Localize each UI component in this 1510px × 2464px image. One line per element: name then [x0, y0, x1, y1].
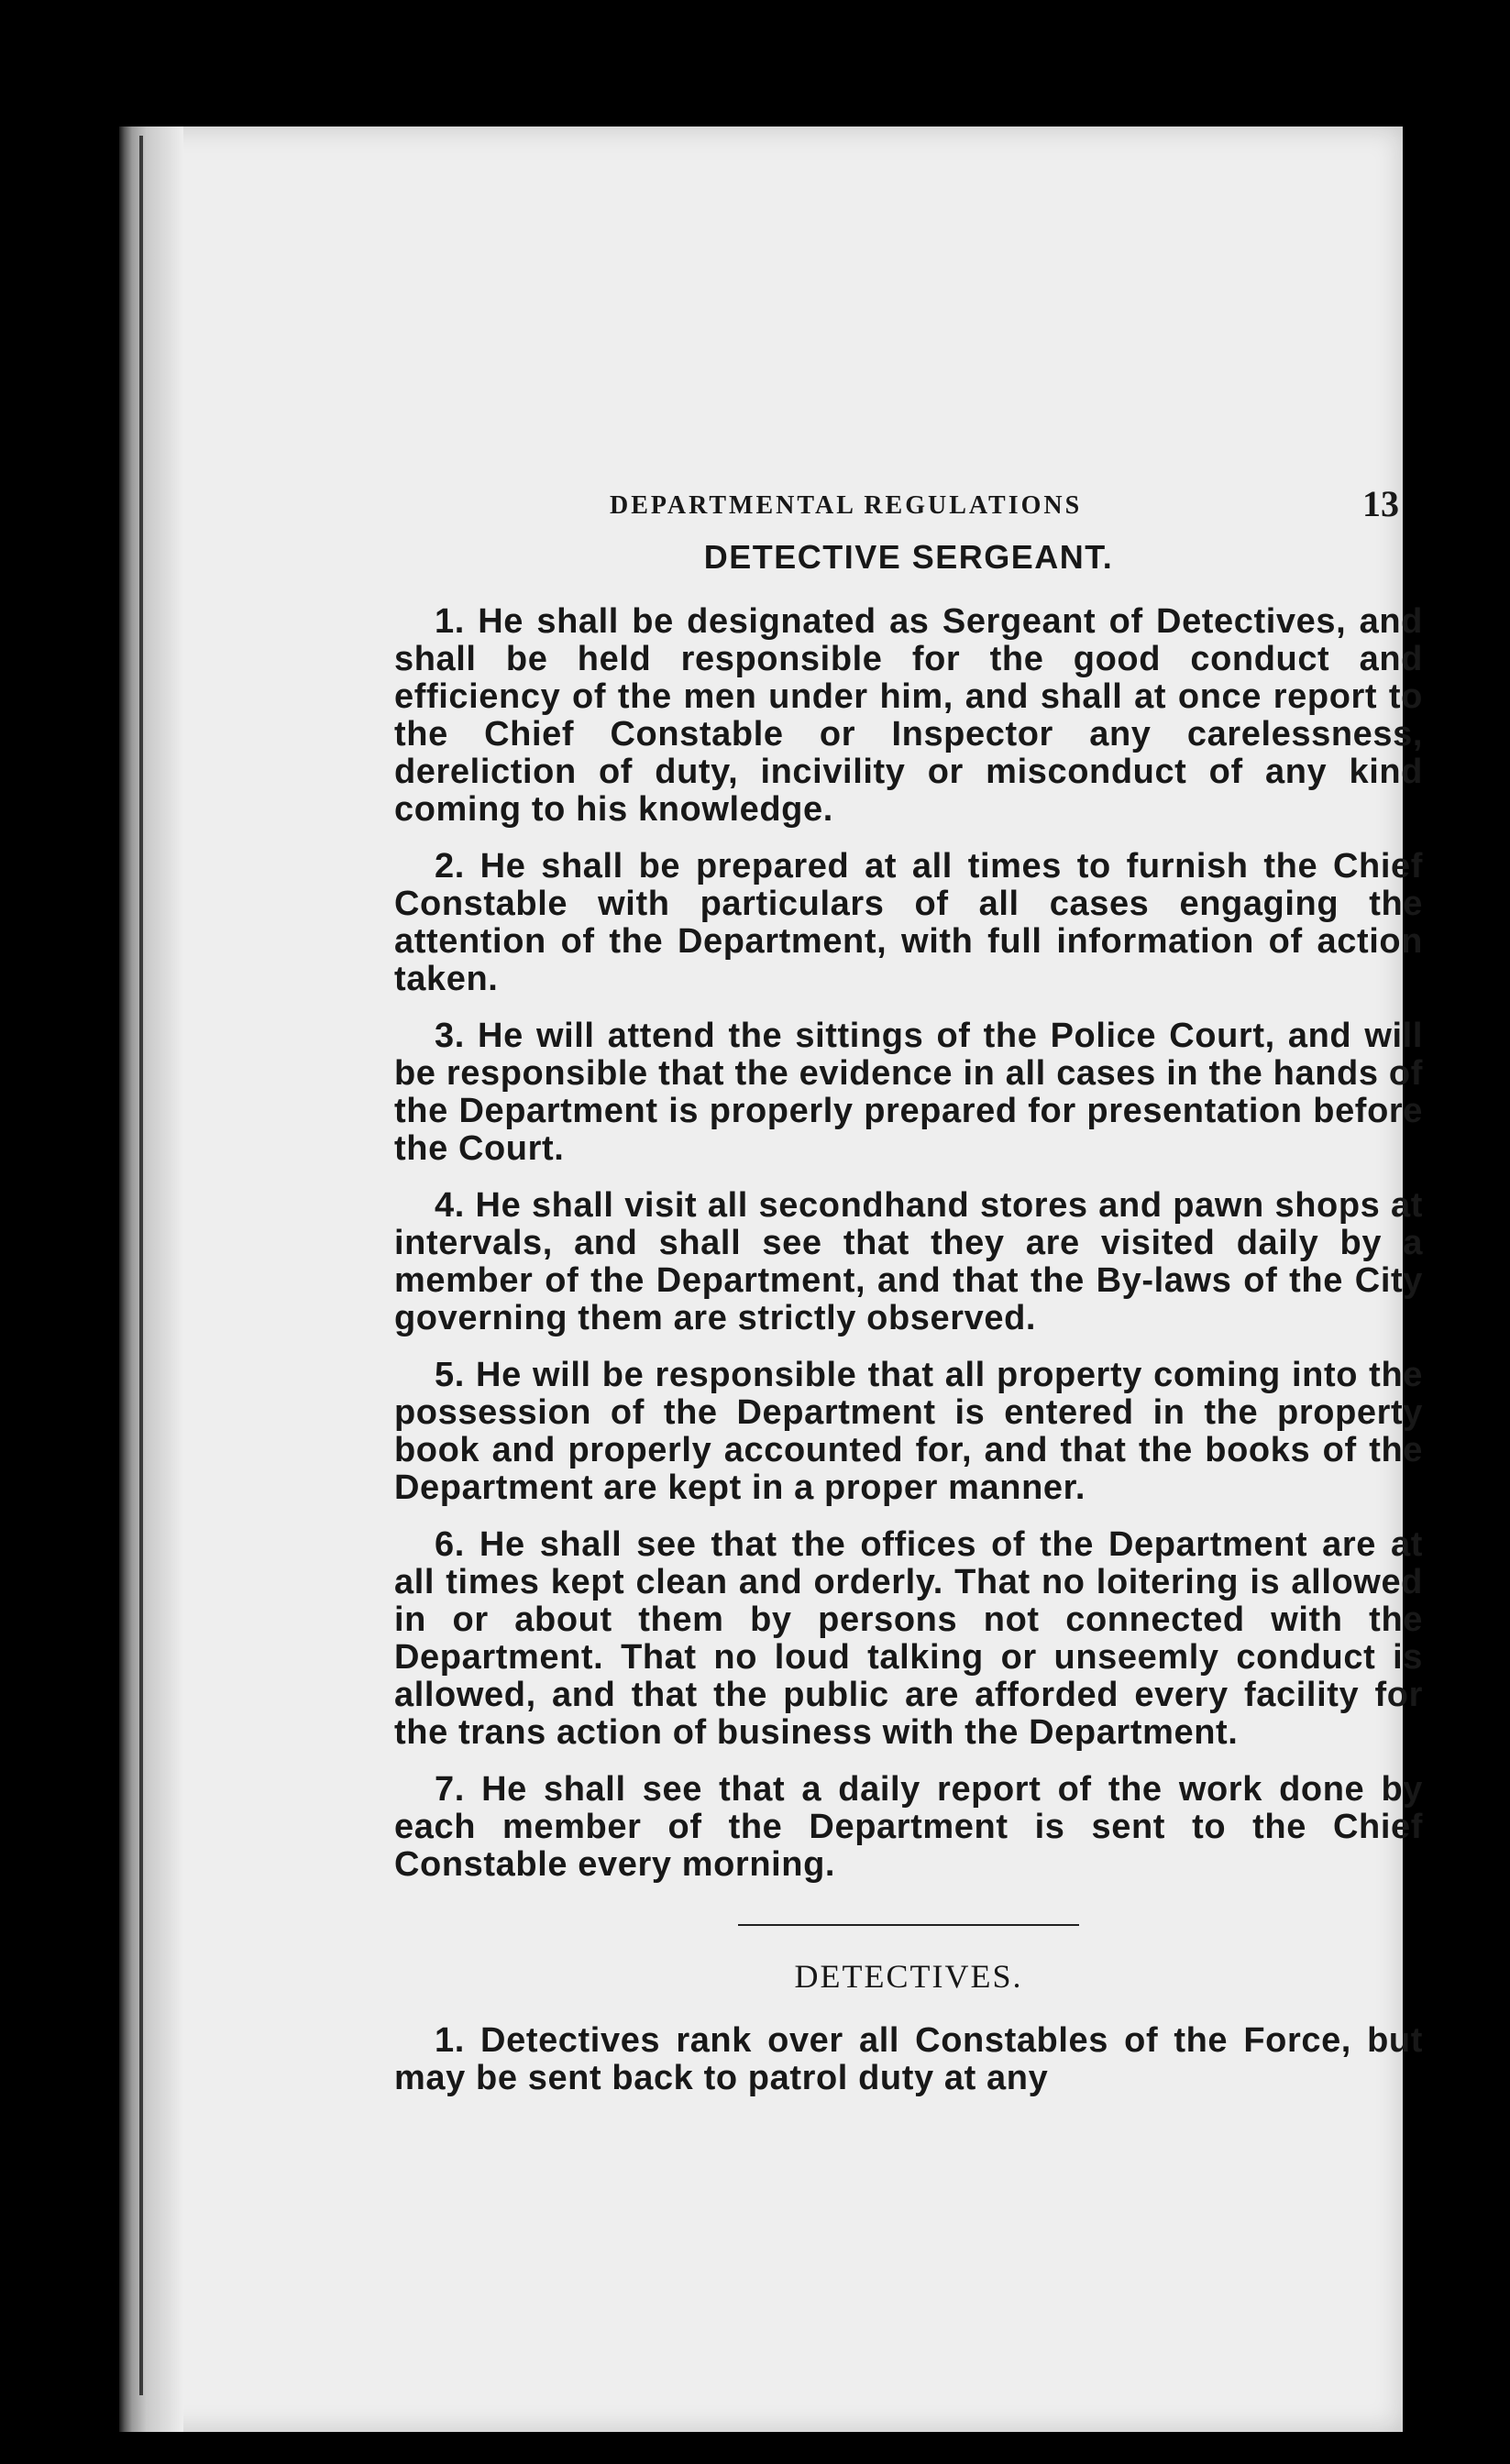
running-head-title: DEPARTMENTAL REGULATIONS: [610, 491, 1083, 520]
spine-edge-line: [139, 136, 143, 2395]
section-divider-rule: [738, 1924, 1079, 1926]
regulation-paragraph-5: 5. He will be responsible that all property coming into the possession of the Department is entered in the property book and properly accounted for, and that the books of the Department are kept in a proper manner.: [394, 1355, 1423, 1507]
regulation-paragraph-6: 6. He shall see that the offices of the Department are at all times kept clean and orderly. That no loitering is allowed in or about them by persons not connected with the Department. That no loud talking or unseemly conduct is allowed, and that the public are afforded every facility for the trans action of business with the Department.: [394, 1524, 1423, 1752]
regulation-paragraph-1: 1. He shall be designated as Sergeant of Detectives, and shall be held responsible for the good conduct and efficiency of the men under him, and shall at once report to the Chief Constable or Inspector any carelessness, dereliction of duty, incivility or misconduct of any kind coming to his knowledge.: [394, 601, 1423, 829]
regulation-paragraph-2: 2. He shall be prepared at all times to furnish the Chief Constable with particulars of all cases engaging the attention of the Department, with full information of action taken.: [394, 846, 1423, 998]
regulation-paragraph-7: 7. He shall see that a daily report of the work done by each member of the Department is sent to the Chief Constable every morning.: [394, 1769, 1423, 1884]
page-number: 13: [1362, 483, 1399, 524]
section-heading-detective-sergeant: DETECTIVE SERGEANT.: [703, 538, 1114, 576]
section-heading-detectives: DETECTIVES.: [794, 1957, 1023, 1995]
book-page: [119, 126, 1423, 2432]
regulation-paragraph-4: 4. He shall visit all secondhand stores and pawn shops at intervals, and shall see that they are visited daily by a member of the Department, and that the By-laws of the City governing them are strictly observed.: [394, 1185, 1423, 1337]
regulation-paragraph-3: 3. He will attend the sittings of the Police Court, and will be responsible that the evidence in all cases in the hands of the Department is properly prepared for presentation before the Court.: [394, 1016, 1423, 1168]
detectives-paragraph-1: 1. Detectives rank over all Constables of the Force, but may be sent back to patrol duty at any: [394, 2021, 1423, 2098]
book-spine-shadow: [119, 126, 183, 2432]
running-head: [394, 482, 1423, 530]
page-text-block: [394, 482, 1423, 2117]
